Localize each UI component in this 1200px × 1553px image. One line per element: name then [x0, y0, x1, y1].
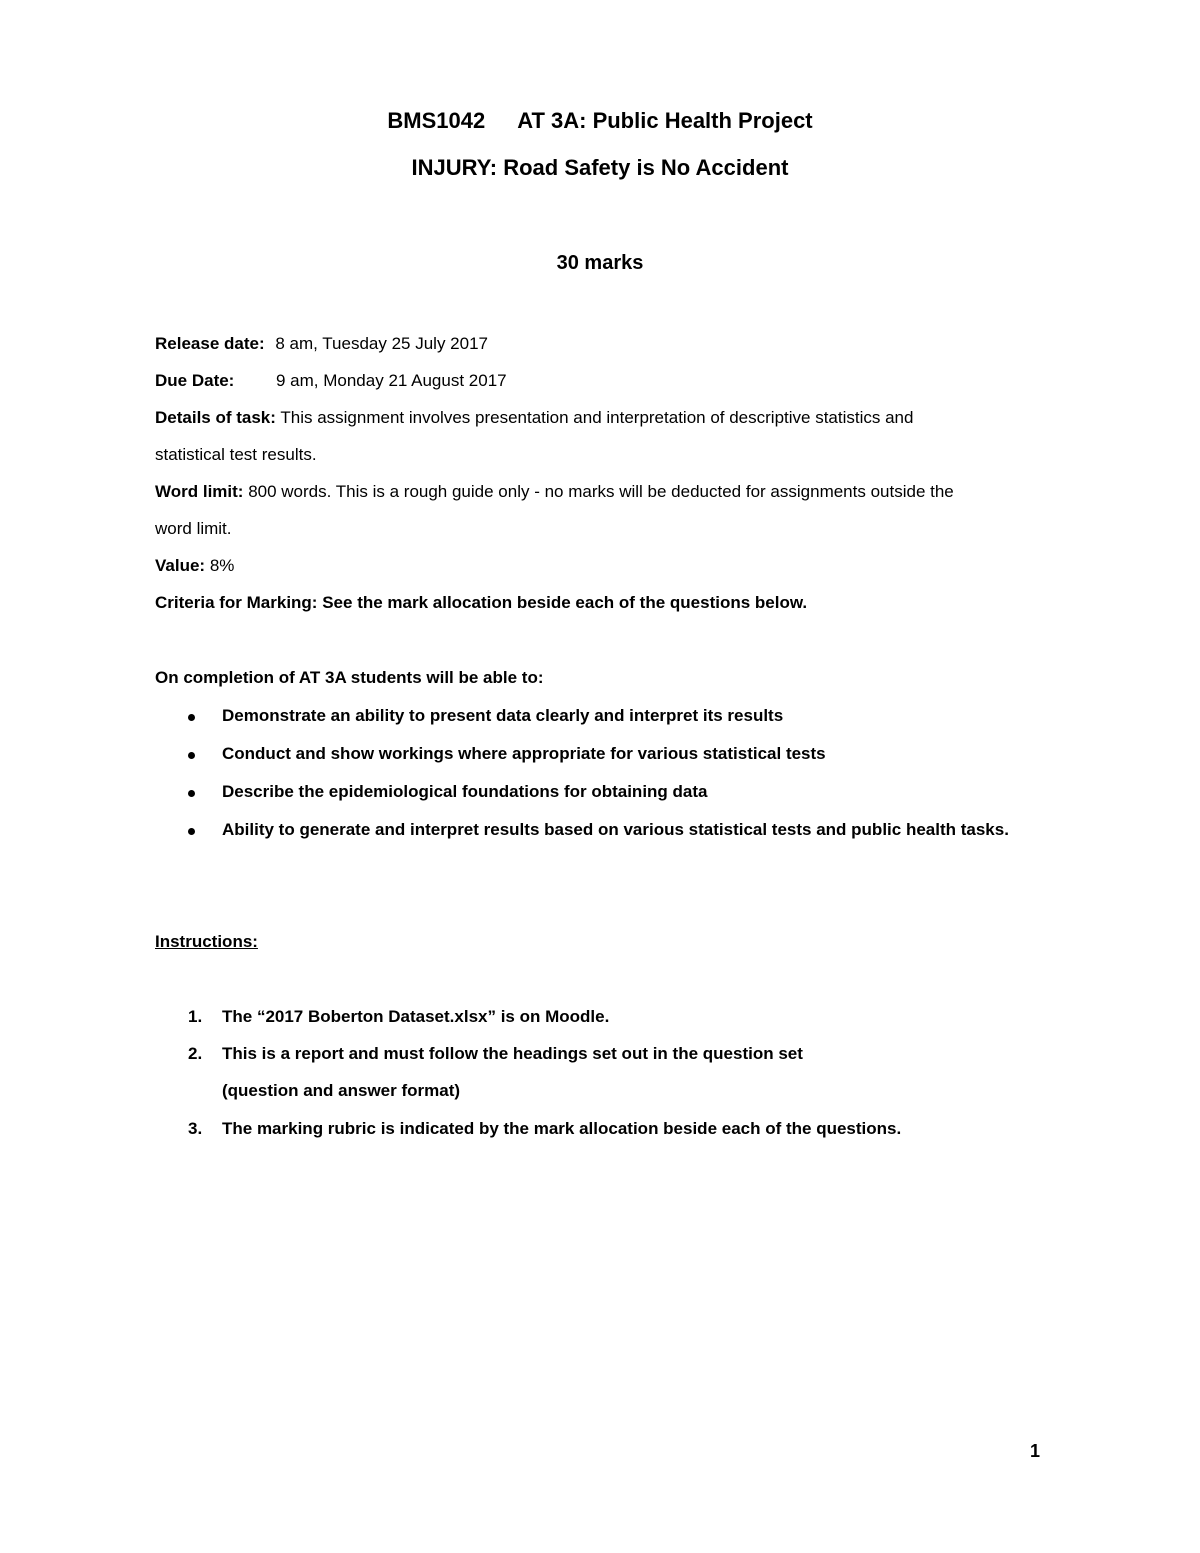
criteria-label: Criteria for Marking:	[155, 593, 318, 612]
bullet-icon	[188, 828, 195, 835]
word-limit-row	[155, 482, 954, 502]
outcome-text: Conduct and show workings where appropriate for various statistical tests	[222, 744, 826, 763]
outcome-text: Describe the epidemiological foundations for obtaining data	[222, 782, 708, 801]
instruction-number: 1.	[188, 1007, 203, 1026]
word-limit-label: Word limit:	[155, 482, 244, 501]
release-date-row	[155, 334, 488, 354]
instruction-number: 2.	[188, 1044, 203, 1063]
instruction-text: This is a report and must follow the headings set out in the question set	[222, 1044, 803, 1063]
assessment-name: AT 3A: Public Health Project	[517, 108, 813, 133]
due-date-label: Due Date:	[155, 371, 235, 390]
bullet-icon	[188, 790, 195, 797]
bullet-icon	[188, 752, 195, 759]
due-date-row	[155, 371, 507, 391]
task-details-continuation: statistical test results.	[155, 445, 317, 464]
criteria-row	[155, 593, 807, 613]
instruction-text-continuation: (question and answer format)	[222, 1081, 461, 1100]
outcome-text: Demonstrate an ability to present data clearly and interpret its results	[222, 706, 784, 725]
value-label: Value:	[155, 556, 206, 575]
task-details-label: Details of task:	[155, 408, 276, 427]
bullet-icon	[188, 714, 195, 721]
page-subtitle: INJURY: Road Safety is No Accident	[411, 155, 789, 180]
task-details-row	[155, 408, 913, 428]
instruction-number: 3.	[188, 1119, 203, 1138]
outcome-text: Ability to generate and interpret results based on various statistical tests and public health tasks.	[222, 820, 1009, 839]
word-limit-continuation: word limit.	[155, 519, 232, 538]
page-number: 1	[1030, 1441, 1041, 1461]
value-row	[155, 556, 234, 576]
release-date-label: Release date:	[155, 334, 265, 353]
value-value: 8%	[209, 556, 235, 575]
task-details-value: This assignment involves presentation and interpretation of descriptive statistics and	[280, 408, 914, 427]
criteria-value: See the mark allocation beside each of the questions below.	[322, 593, 808, 612]
word-limit-value: 800 words. This is a rough guide only - no marks will be deducted for assignments outside the	[248, 482, 954, 501]
instructions-heading: Instructions:	[155, 932, 258, 951]
instruction-text: The marking rubric is indicated by the mark allocation beside each of the questions.	[222, 1119, 902, 1138]
due-date-value: 9 am, Monday 21 August 2017	[276, 371, 507, 390]
total-marks: 30 marks	[556, 252, 644, 274]
course-code: BMS1042	[387, 108, 486, 133]
page-title	[0, 108, 1200, 134]
release-date-value: 8 am, Tuesday 25 July 2017	[275, 334, 488, 353]
outcomes-heading: On completion of AT 3A students will be able to:	[155, 668, 544, 687]
instruction-text: The “2017 Boberton Dataset.xlsx” is on Moodle.	[222, 1007, 610, 1026]
